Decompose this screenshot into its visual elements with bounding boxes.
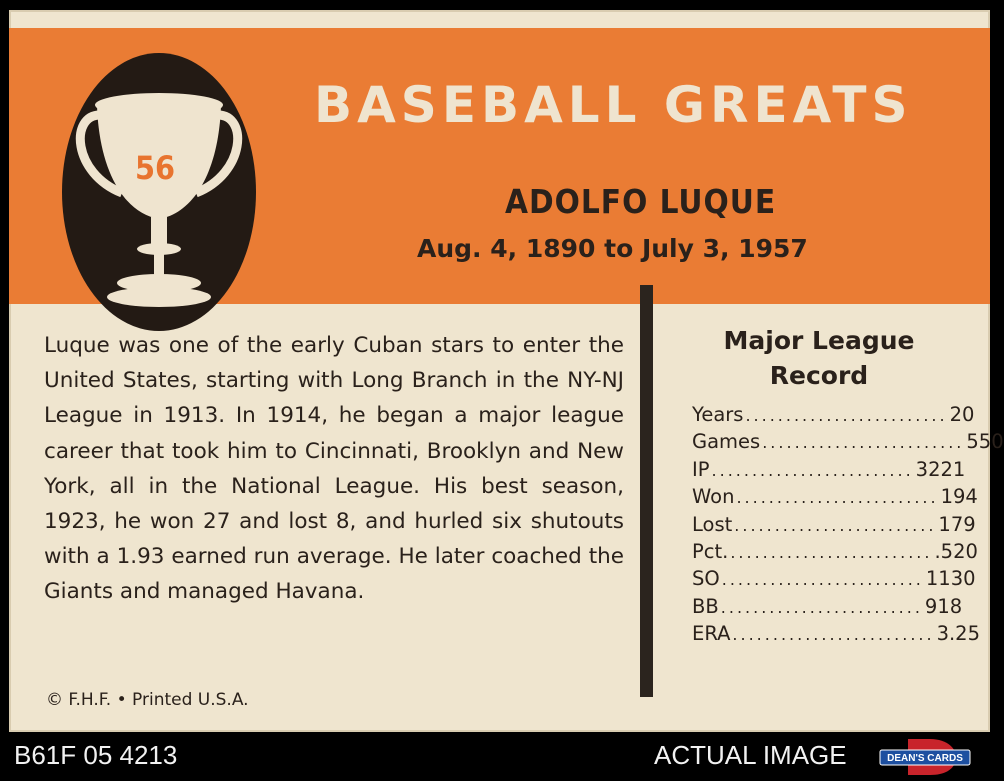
- record-value: 3221: [915, 457, 966, 481]
- record-title: Major League Record: [723, 326, 915, 390]
- record-value: .520: [934, 539, 978, 563]
- trophy-icon: [62, 53, 256, 331]
- svg-text:DEAN'S CARDS: DEAN'S CARDS: [887, 753, 963, 764]
- record-row-ip: [692, 457, 966, 485]
- record-row-lost: [692, 512, 976, 540]
- deans-cards-logo: [878, 737, 972, 777]
- player-bio: Luque was one of the early Cuban stars to enter the United States, starting with Long Branch in the NY-NJ League in 1913. In 1914, he began a major league career that took him to Cincinnati, Brooklyn and New York, all in the National League. His best season, 1923, he won 27 and lost 8, and hurled six shutouts with a 1.93 earned run average. He later coached the Giants and managed Havana.: [44, 333, 624, 605]
- copyright-footer: © F.H.F. • Printed U.S.A.: [46, 690, 249, 710]
- record-value: 194: [940, 485, 978, 509]
- player-name: ADOLFO LUQUE: [505, 182, 777, 221]
- record-row-era: [692, 622, 980, 649]
- record-row-pct: [692, 539, 978, 567]
- record-label: SO: [692, 567, 720, 591]
- record-row-won: [692, 485, 978, 512]
- record-label: Lost: [692, 512, 733, 536]
- record-value: 20: [949, 403, 975, 426]
- leader-dots: .........................: [732, 625, 935, 645]
- leader-dots: .........................: [745, 406, 948, 425]
- leader-dots: .........................: [720, 597, 923, 617]
- record-value: 3.25: [936, 622, 980, 646]
- record-row-bb: [692, 594, 963, 622]
- record-label: Years: [692, 403, 744, 426]
- record-value: 1130: [925, 567, 976, 591]
- leader-dots: .........................: [730, 542, 933, 562]
- cert-number: B61F 05 4213: [14, 740, 178, 770]
- leader-dots: .........................: [711, 460, 914, 480]
- leader-dots: .........................: [762, 433, 965, 453]
- record-value: 918: [924, 594, 963, 618]
- record-row-games: [692, 430, 1004, 457]
- card-title: BASEBALL GREATS: [314, 76, 913, 134]
- record-list: [692, 403, 1004, 650]
- column-divider: [640, 285, 653, 697]
- record-label: ERA: [692, 622, 731, 646]
- record-row-years: [692, 403, 975, 430]
- actual-image-label: ACTUAL IMAGE: [654, 740, 847, 770]
- leader-dots: .........................: [736, 488, 939, 508]
- record-label: BB: [692, 594, 719, 618]
- record-value: 179: [938, 512, 976, 536]
- leader-dots: .........................: [721, 570, 924, 590]
- record-row-so: [692, 567, 976, 594]
- record-value: 550: [966, 430, 1004, 454]
- player-dates: Aug. 4, 1890 to July 3, 1957: [417, 234, 808, 263]
- record-label: Games: [692, 430, 761, 454]
- baseball-card: [9, 10, 1004, 732]
- record-label: Won: [692, 485, 735, 509]
- card-number: 56: [134, 149, 176, 187]
- leader-dots: .........................: [734, 515, 937, 535]
- record-label: IP: [692, 457, 710, 481]
- record-label: Pct.: [692, 539, 729, 563]
